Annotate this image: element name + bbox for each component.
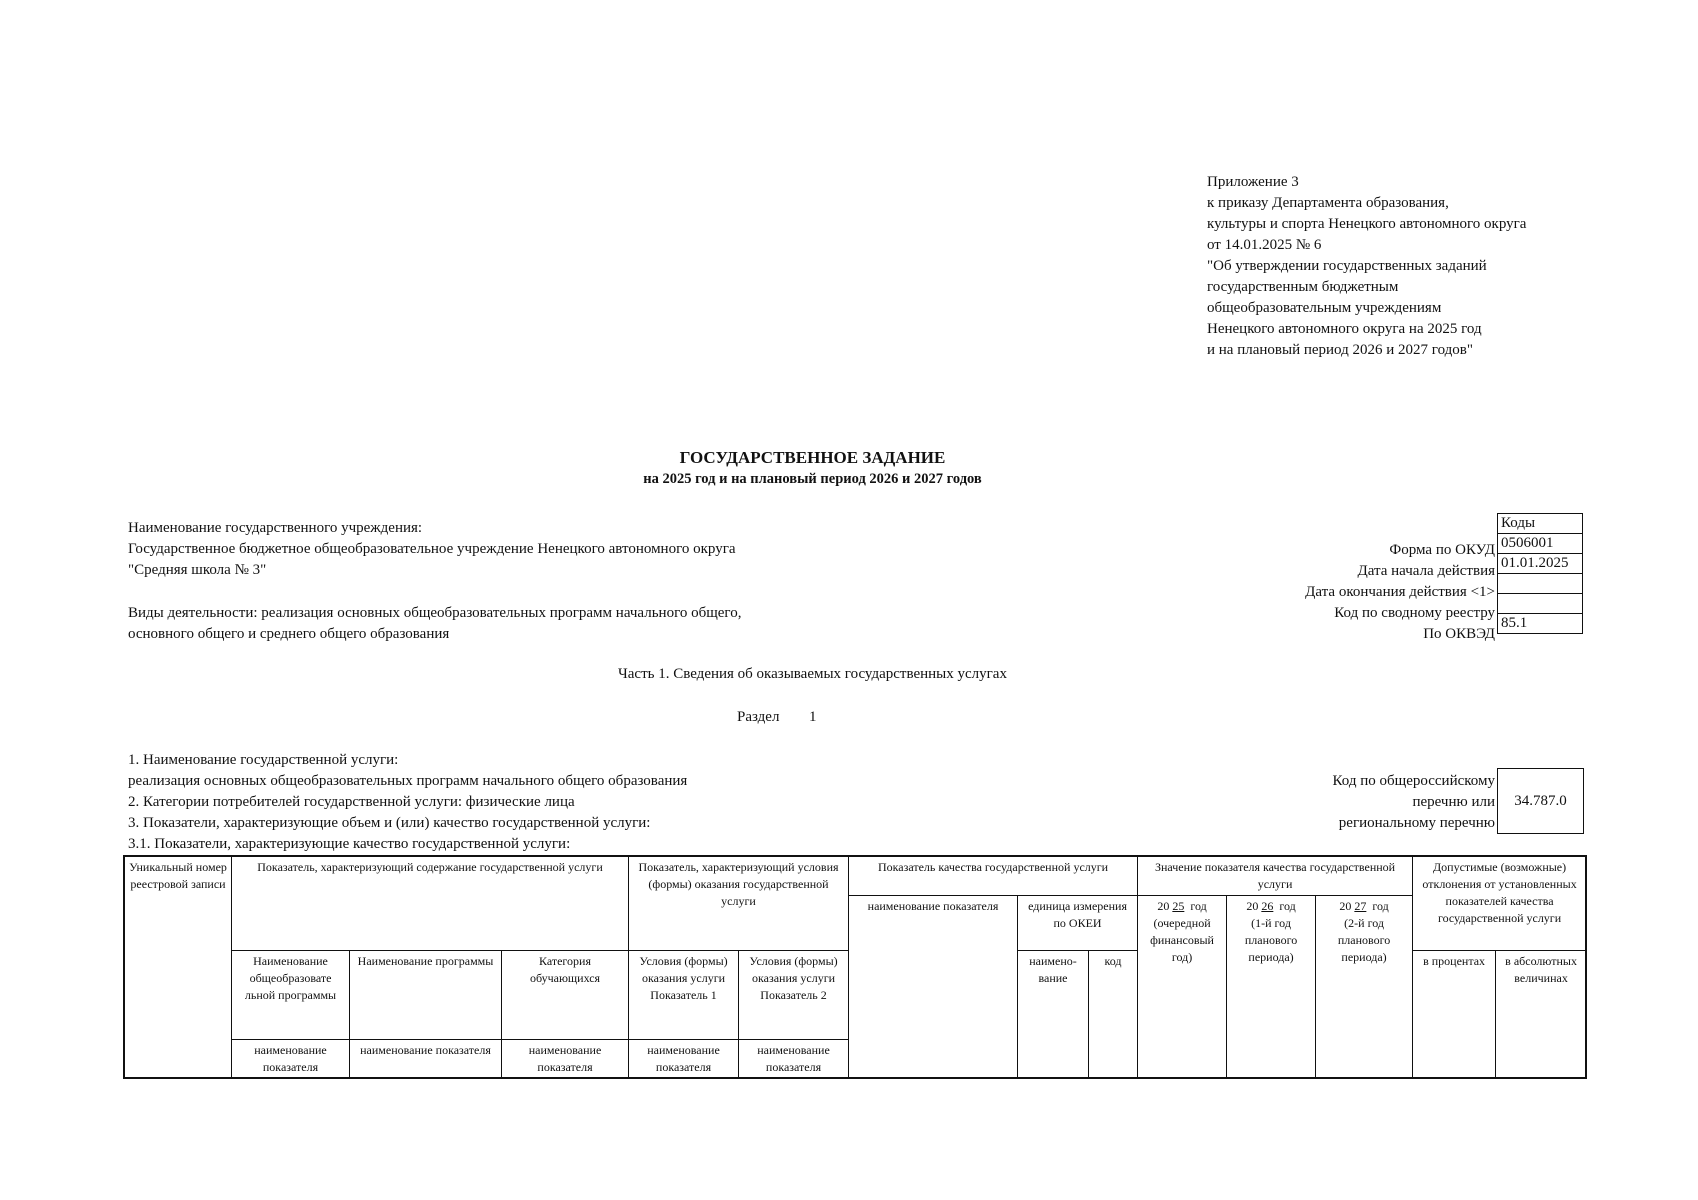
col-condition-1: Условия (формы) оказания услуги Показатель 1 [629, 951, 739, 1040]
appendix-line: от 14.01.2025 № 6 [1207, 237, 1322, 253]
code-label-registry: Код по сводному реестру [1334, 605, 1495, 621]
header-content-indicator: Показатель, характеризующий содержание государственной услуги [232, 857, 629, 951]
col-in-absolute: в абсолютных величинах [1496, 951, 1587, 1079]
appendix-line: и на плановый период 2026 и 2027 годов" [1207, 342, 1473, 358]
code-value-okud: 0506001 [1498, 534, 1583, 554]
year-word: год [1279, 899, 1296, 913]
sub-indicator-name-5: наименование показателя [739, 1040, 849, 1079]
service-code-label-1: Код по общероссийскому [1332, 773, 1495, 789]
code-value-end-date [1498, 574, 1583, 594]
service-indicators: 3. Показатели, характеризующие объем и (или) качество государственной услуги: [128, 815, 651, 831]
header-indicator-value: Значение показателя качества государственной услуги [1138, 857, 1413, 896]
unique-number-empty-cell [125, 951, 232, 1079]
year-3-note: (2-й год планового периода) [1337, 916, 1391, 964]
col-condition-2: Условия (формы) оказания услуги Показатель 2 [739, 951, 849, 1040]
service-code-box [1497, 768, 1584, 834]
header-year-3 [1316, 896, 1413, 1079]
sub-indicator-name-3: наименование показателя [502, 1040, 629, 1079]
institution-name-line2: "Средняя школа № 3" [128, 562, 267, 578]
col-program: Наименование программы [350, 951, 502, 1040]
header-year-1 [1138, 896, 1227, 1079]
service-consumers: 2. Категории потребителей государственной услуги: физические лица [128, 794, 575, 810]
col-category: Категория обучающихся [502, 951, 629, 1040]
document-subtitle: на 2025 год и на плановый период 2026 и 2027 годов [643, 471, 982, 487]
code-label-okud: Форма по ОКУД [1389, 542, 1495, 558]
institution-name-line1: Государственное бюджетное общеобразовательное учреждение Ненецкого автономного округа [128, 541, 736, 557]
header-quality-indicator: Показатель качества государственной услуги [849, 857, 1138, 896]
code-value-registry [1498, 594, 1583, 614]
year-3-value: 27 [1354, 899, 1367, 913]
service-name-label: 1. Наименование государственной услуги: [128, 752, 399, 768]
appendix-line: "Об утверждении государственных заданий [1207, 258, 1487, 274]
appendix-line: культуры и спорта Ненецкого автономного округа [1207, 216, 1527, 232]
year-1-value: 25 [1172, 899, 1185, 913]
section-heading [737, 709, 816, 726]
col-unit-code: код [1089, 951, 1138, 1079]
header-year-2 [1227, 896, 1316, 1079]
header-unique-number: Уникальный номер реестровой записи [125, 857, 232, 951]
sub-indicator-name-4: наименование показателя [629, 1040, 739, 1079]
year-prefix: 20 [1339, 899, 1352, 913]
code-value-okved: 85.1 [1498, 614, 1583, 634]
code-label-end-date: Дата окончания действия <1> [1305, 584, 1495, 600]
quality-indicators-table [124, 856, 1587, 1079]
appendix-block [1207, 172, 1627, 361]
appendix-line: Приложение 3 [1207, 174, 1299, 190]
year-prefix: 20 [1246, 899, 1259, 913]
code-value-start-date: 01.01.2025 [1498, 554, 1583, 574]
year-1-note: (очередной финансовый год) [1150, 916, 1214, 964]
service-code-value: 34.787.0 [1514, 792, 1567, 809]
year-2-value: 26 [1261, 899, 1274, 913]
col-unit-name: наимено-вание [1018, 951, 1089, 1079]
code-label-start-date: Дата начала действия [1357, 563, 1495, 579]
service-name: реализация основных общеобразовательных программ начального общего образования [128, 773, 688, 789]
institution-label: Наименование государственного учреждения: [128, 520, 423, 536]
sub-indicator-name-1: наименование показателя [232, 1040, 350, 1079]
header-conditions-indicator: Показатель, характеризующий условия (формы) оказания государственной услуги [629, 857, 849, 951]
col-in-percent: в процентах [1413, 951, 1496, 1079]
code-label-okved: По ОКВЭД [1423, 626, 1495, 642]
section-number: 1 [808, 709, 817, 725]
year-word: год [1372, 899, 1389, 913]
sub-indicator-name-2: наименование показателя [350, 1040, 502, 1079]
appendix-line: общеобразовательным учреждениям [1207, 300, 1442, 316]
codes-table [1497, 513, 1583, 634]
appendix-line: к приказу Департамента образования, [1207, 195, 1449, 211]
year-2-note: (1-й год планового периода) [1244, 916, 1298, 964]
col-program-name: Наименование общеобразовате льной программы [232, 951, 350, 1040]
year-prefix: 20 [1157, 899, 1170, 913]
service-quality: 3.1. Показатели, характеризующие качество государственной услуги: [128, 836, 571, 852]
part-title: Часть 1. Сведения об оказываемых государственных услугах [618, 666, 1007, 682]
activity-line1: Виды деятельности: реализация основных общеобразовательных программ начального общего, [128, 605, 742, 621]
codes-header: Коды [1498, 514, 1583, 534]
appendix-line: государственным бюджетным [1207, 279, 1399, 295]
document-title: ГОСУДАРСТВЕННОЕ ЗАДАНИЕ [679, 448, 946, 467]
header-unit: единица измерения по ОКЕИ [1018, 896, 1138, 951]
activity-line2: основного общего и среднего общего образования [128, 626, 450, 642]
appendix-line: Ненецкого автономного округа на 2025 год [1207, 321, 1482, 337]
header-indicator-name: наименование показателя [849, 896, 1018, 1079]
section-label: Раздел [737, 709, 780, 725]
header-allowed-deviation: Допустимые (возможные) отклонения от установленных показателей качества государственной услуги [1413, 857, 1587, 951]
year-word: год [1190, 899, 1207, 913]
service-code-label-3: региональному перечню [1338, 815, 1495, 831]
service-code-label-2: перечню или [1412, 794, 1495, 810]
